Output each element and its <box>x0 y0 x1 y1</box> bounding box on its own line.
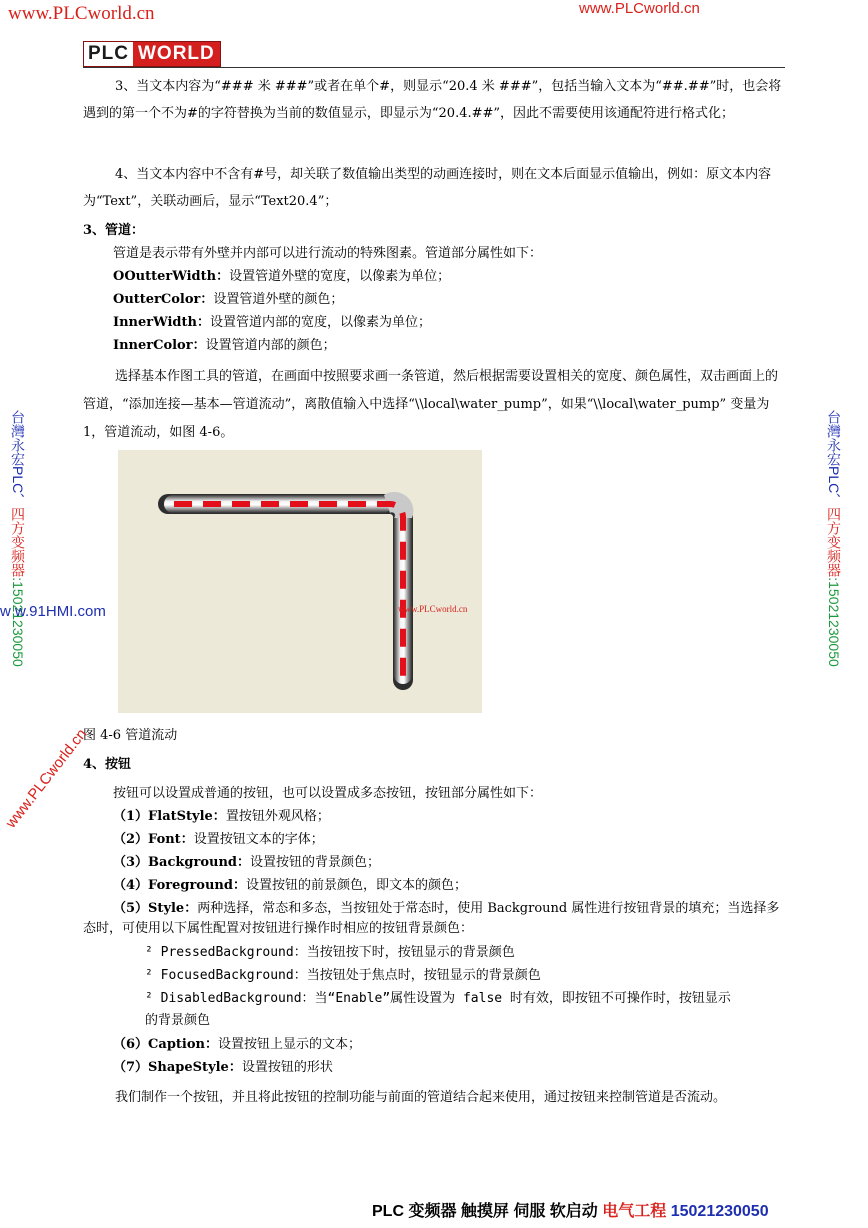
watermark-text: PLC、 <box>826 466 842 508</box>
pipe-intro: 管道是表示带有外壁并内部可以进行流动的特殊图素。管道部分属性如下： <box>113 246 543 261</box>
attr-desc: 设置管道内部的宽度，以像素为单位； <box>209 315 431 330</box>
pipe-attr-innerwidth <box>113 314 431 332</box>
plcworld-logo <box>83 41 221 67</box>
attr-name: OOutterWidth： <box>113 269 230 284</box>
attr-name: （7）ShapeStyle： <box>113 1060 242 1075</box>
pipe-flow-dashes <box>174 504 403 678</box>
watermark-top-left: www.PLCworld.cn <box>8 3 155 24</box>
watermark-91hmi: w w.91HMI.com <box>0 603 106 620</box>
button-attr-font <box>113 831 324 849</box>
pipe-illustration <box>118 450 482 713</box>
attr-name: InnerColor： <box>113 338 206 353</box>
watermark-text: 四方变频器 <box>826 507 842 578</box>
watermark-text: 台灣永宏 <box>826 410 842 466</box>
footer-products: PLC 变频器 触摸屏 伺服 软启动 <box>372 1203 598 1220</box>
watermark-text: :15021230050 <box>10 577 26 667</box>
button-attr-shapestyle <box>113 1059 333 1077</box>
button-attr-background <box>113 854 380 872</box>
button-attr-foreground <box>113 877 467 895</box>
figure-pipe-flow <box>118 450 482 713</box>
attr-desc: 设置按钮上显示的文本； <box>217 1037 361 1052</box>
button-attr-style <box>83 899 785 939</box>
attr-desc: 设置按钮文本的字体； <box>193 832 324 847</box>
paragraph-text: 我们制作一个按钮，并且将此按钮的控制功能与前面的管道结合起来使用，通过按钮来控制管道是否流动。 <box>115 1090 727 1105</box>
watermark-text: :15021230050 <box>826 577 842 667</box>
attr-desc: 设置管道内部的颜色； <box>205 338 336 353</box>
attr-name: （4）Foreground： <box>113 878 246 893</box>
paragraph-final <box>83 1083 785 1113</box>
button-attr-caption <box>113 1036 361 1054</box>
pipe-vertical <box>394 508 412 684</box>
footer-phone: 15021230050 <box>670 1203 769 1220</box>
watermark-diagonal: www.PLCworld.cn <box>2 725 91 832</box>
figure-caption: 图 4-6 管道流动 <box>83 728 178 743</box>
attr-name: InnerWidth： <box>113 315 210 330</box>
section-heading-pipe: 3、管道： <box>83 223 145 238</box>
paragraph-text: 选择基本作图工具的管道，在画面中按照要求画一条管道，然后根据需要设置相关的宽度、颜色属性，双击画面上的管道，“添加连接—基本—管道流动”，离散值输入中选择“\\local\water_pump”，如果“\\local\water_pump” 变量为 1，管道流动，如图 4-6。 <box>83 369 779 440</box>
paragraph-text: 4、当文本内容中不含有#号，却关联了数值输出类型的动画连接时，则在文本后面显示值输出，例如：原文本内容为“Text”，关联动画后，显示“Text20.4”； <box>83 167 772 209</box>
logo-world: WORLD <box>133 42 220 66</box>
attr-name: （3）Background： <box>113 855 250 870</box>
paragraph-wildcard-3 <box>83 73 785 127</box>
attr-desc: 设置按钮的背景颜色； <box>249 855 380 870</box>
attr-desc: 设置按钮的形状 <box>241 1060 333 1075</box>
watermark-text: 四方变频器 <box>10 507 26 578</box>
button-intro: 按钮可以设置成普通的按钮，也可以设置成多态按钮，按钮部分属性如下： <box>113 786 543 801</box>
pipe-attr-outtercolor <box>113 291 343 309</box>
attr-desc: 置按钮外观风格； <box>225 809 330 824</box>
watermark-top-right: www.PLCworld.cn <box>579 0 700 17</box>
style-sub-disabled: ² DisabledBackground：当“Enable”属性设置为 false 时有效，即按钮不可操作时，按钮显示 <box>145 991 731 1006</box>
button-attr-flatstyle <box>113 808 330 826</box>
section-heading-button: 4、按钮 <box>83 757 132 772</box>
watermark-text: PLC、 <box>10 466 26 508</box>
footer-engineering: 电气工程 <box>602 1203 667 1220</box>
paragraph-pipe-howto <box>83 363 785 447</box>
attr-name: OutterColor： <box>113 292 214 307</box>
attr-name: （1）FlatStyle： <box>113 809 226 824</box>
watermark-side-right <box>826 410 842 667</box>
attr-name: （2）Font： <box>113 832 194 847</box>
watermark-text: 台灣永宏 <box>10 410 26 466</box>
style-sub-pressed: ² PressedBackground：当按钮按下时，按钮显示的背景颜色 <box>145 945 515 960</box>
attr-desc: 设置管道外壁的颜色； <box>213 292 344 307</box>
watermark-figure: www.PLCworld.cn <box>398 604 468 614</box>
attr-desc: 设置管道外壁的宽度，以像素为单位； <box>229 269 451 284</box>
header-rule <box>83 67 785 68</box>
pipe-attr-innercolor <box>113 337 336 355</box>
attr-name: （5）Style： <box>113 901 198 916</box>
style-sub-focused: ² FocusedBackground：当按钮处于焦点时，按钮显示的背景颜色 <box>145 968 541 983</box>
style-sub-disabled-cont: 的背景颜色 <box>145 1013 211 1028</box>
attr-desc: 两种选择，常态和多态，当按钮处于常态时，使用 Background 属性进行按钮背景的填充；当选择多态时，可使用以下属性配置对按钮进行操作时相应的按钮背景颜色： <box>83 901 780 936</box>
paragraph-text: 3、当文本内容为“### 米 ###”或者在单个#，则显示“20.4 米 ###”，包括当输入文本为“##.##”时，也会将遇到的第一个不为#的字符替换为当前的数值显示，即显示为“20.4.##”，因此不需要使用该通配符进行格式化； <box>83 79 782 121</box>
attr-name: （6）Caption： <box>113 1037 218 1052</box>
attr-desc: 设置按钮的前景颜色，即文本的颜色； <box>245 878 467 893</box>
paragraph-wildcard-4 <box>83 161 785 215</box>
watermark-side-left <box>10 410 26 667</box>
pipe-attr-outterwidth <box>113 268 450 286</box>
footer-banner <box>372 1198 769 1221</box>
logo-plc: PLC <box>84 42 133 66</box>
